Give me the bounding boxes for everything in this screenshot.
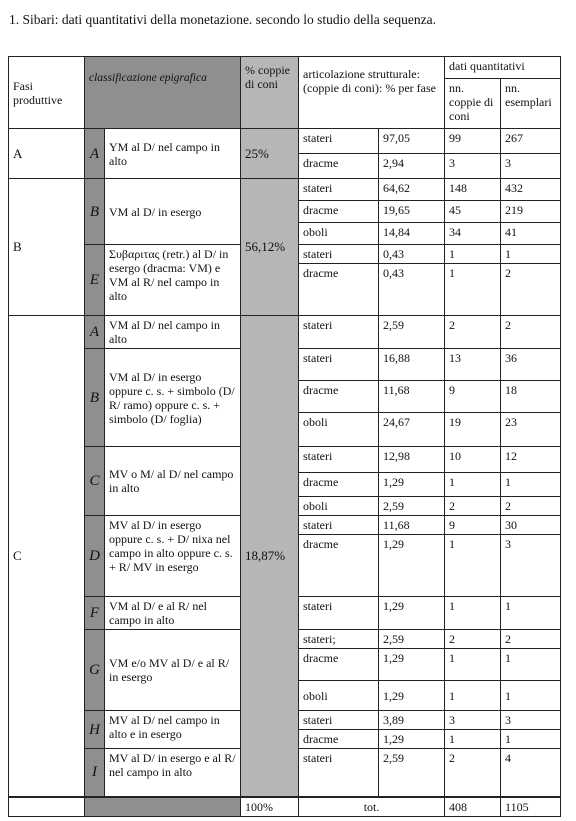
coppie-value: 1 [445, 681, 501, 711]
esemplari-value: 2 [501, 630, 561, 649]
group-letter: C [85, 447, 105, 516]
totals-coppie: 408 [445, 797, 501, 817]
coppie-value: 148 [445, 179, 501, 201]
denom: stateri [299, 711, 379, 730]
esemplari-value: 3 [501, 711, 561, 730]
coppie-value: 1 [445, 535, 501, 597]
header-articolazione: articolazione strutturale:(coppie di coni): % per fase [299, 57, 445, 129]
table-row [9, 129, 561, 154]
esemplari-value: 3 [501, 535, 561, 597]
pct-value: 16,88 [379, 349, 445, 381]
denom: stateri [299, 597, 379, 630]
coppie-value: 2 [445, 316, 501, 349]
pct-value: 0,43 [379, 245, 445, 264]
denom: stateri [299, 129, 379, 154]
denom: dracme [299, 473, 379, 497]
denom: oboli [299, 497, 379, 516]
pct-value: 2,59 [379, 749, 445, 797]
denom: dracme [299, 154, 379, 179]
esemplari-value: 18 [501, 381, 561, 413]
esemplari-value: 1 [501, 597, 561, 630]
phase-pct: 18,87% [241, 316, 299, 797]
coppie-value: 19 [445, 413, 501, 447]
pct-value: 19,65 [379, 201, 445, 223]
denom: stateri [299, 316, 379, 349]
coppie-value: 45 [445, 201, 501, 223]
coppie-value: 13 [445, 349, 501, 381]
group-desc: VM al D/ e al R/ nel campo in alto [105, 597, 241, 630]
phase-label: C [9, 316, 85, 797]
group-desc: VM al D/ in esergo oppure c. s. + simbolo (D/ R/ ramo) oppure c. s. + simbolo (D/ foglia) [105, 349, 241, 447]
group-letter: H [85, 711, 105, 749]
group-letter: I [85, 749, 105, 797]
coppie-value: 9 [445, 516, 501, 535]
header-nn-coppie: nn. coppie di coni [445, 79, 501, 129]
pct-value: 64,62 [379, 179, 445, 201]
denom: stateri [299, 179, 379, 201]
coppie-value: 99 [445, 129, 501, 154]
esemplari-value: 36 [501, 349, 561, 381]
pct-value: 2,94 [379, 154, 445, 179]
totals-pct: 100% [241, 797, 299, 817]
coppie-value: 1 [445, 473, 501, 497]
group-desc: VM al D/ nel campo in alto [105, 316, 241, 349]
denom: oboli [299, 223, 379, 245]
header-pct-coppie: % coppie di coni [241, 57, 299, 129]
denom: dracme [299, 535, 379, 597]
group-letter: A [85, 316, 105, 349]
coppie-value: 2 [445, 630, 501, 649]
pct-value: 14,84 [379, 223, 445, 245]
group-letter: A [85, 129, 105, 179]
denom: dracme [299, 730, 379, 749]
pct-value: 1,29 [379, 649, 445, 681]
denom: stateri [299, 447, 379, 473]
pct-value: 1,29 [379, 535, 445, 597]
group-letter: D [85, 516, 105, 597]
denom: stateri [299, 749, 379, 797]
denom: oboli [299, 681, 379, 711]
group-desc: VM al D/ in esergo [105, 179, 241, 245]
esemplari-value: 1 [501, 245, 561, 264]
phase-pct: 25% [241, 129, 299, 179]
denom: dracme [299, 649, 379, 681]
denom: stateri; [299, 630, 379, 649]
pct-value: 1,29 [379, 681, 445, 711]
denom: dracme [299, 201, 379, 223]
table-row [9, 179, 561, 201]
esemplari-value: 1 [501, 681, 561, 711]
header-row [9, 57, 561, 79]
group-desc: MV o M/ al D/ nel campo in alto [105, 447, 241, 516]
denom: oboli [299, 413, 379, 447]
group-letter: E [85, 245, 105, 316]
coppie-value: 3 [445, 154, 501, 179]
denom: dracme [299, 381, 379, 413]
pct-value: 12,98 [379, 447, 445, 473]
group-desc: Συβαριτας (retr.) al D/ in esergo (dracma: VM) e VM al R/ nel campo in alto [105, 245, 241, 316]
esemplari-value: 2 [501, 316, 561, 349]
pct-value: 2,59 [379, 497, 445, 516]
esemplari-value: 219 [501, 201, 561, 223]
pct-value: 24,67 [379, 413, 445, 447]
esemplari-value: 4 [501, 749, 561, 797]
pct-value: 1,29 [379, 730, 445, 749]
phase-label: A [9, 129, 85, 179]
coppie-value: 1 [445, 730, 501, 749]
group-desc: MV al D/ in esergo e al R/ nel campo in alto [105, 749, 241, 797]
pct-value: 2,59 [379, 316, 445, 349]
esemplari-value: 1 [501, 649, 561, 681]
header-dati: dati quantitativi [445, 57, 561, 79]
coppie-value: 1 [445, 597, 501, 630]
group-desc: VM e/o MV al D/ e al R/ in esergo [105, 630, 241, 711]
pct-value: 1,29 [379, 597, 445, 630]
coppie-value: 1 [445, 264, 501, 316]
table-row [9, 316, 561, 349]
denom: stateri [299, 349, 379, 381]
totals-esemplari: 1105 [501, 797, 561, 817]
group-desc: YM al D/ nel campo in alto [105, 129, 241, 179]
coppie-value: 1 [445, 245, 501, 264]
pct-value: 1,29 [379, 473, 445, 497]
data-table [8, 56, 561, 817]
header-nn-esemplari: nn. esemplari [501, 79, 561, 129]
pct-value: 0,43 [379, 264, 445, 316]
esemplari-value: 2 [501, 264, 561, 316]
phase-pct: 56,12% [241, 179, 299, 316]
pct-value: 3,89 [379, 711, 445, 730]
pct-value: 11,68 [379, 381, 445, 413]
denom: stateri [299, 516, 379, 535]
group-letter: G [85, 630, 105, 711]
phase-label: B [9, 179, 85, 316]
pct-value: 11,68 [379, 516, 445, 535]
page-title: 1. Sibari: dati quantitativi della monetazione. secondo lo studio della sequenza. [9, 12, 437, 27]
header-classificazione: classificazione epigrafica [85, 57, 241, 129]
esemplari-value: 1 [501, 730, 561, 749]
totals-empty [9, 797, 85, 817]
totals-shade [85, 797, 241, 817]
denom: dracme [299, 264, 379, 316]
pct-value: 2,59 [379, 630, 445, 649]
coppie-value: 3 [445, 711, 501, 730]
coppie-value: 34 [445, 223, 501, 245]
group-letter: B [85, 179, 105, 245]
denom: stateri [299, 245, 379, 264]
esemplari-value: 432 [501, 179, 561, 201]
group-desc: MV al D/ in esergo oppure c. s. + D/ nixa nel campo in alto oppure c. s. + R/ MV in esergo [105, 516, 241, 597]
pct-value: 97,05 [379, 129, 445, 154]
coppie-value: 2 [445, 749, 501, 797]
esemplari-value: 12 [501, 447, 561, 473]
coppie-value: 1 [445, 649, 501, 681]
totals-label: tot. [299, 797, 445, 817]
group-letter: F [85, 597, 105, 630]
coppie-value: 2 [445, 497, 501, 516]
esemplari-value: 3 [501, 154, 561, 179]
coppie-value: 9 [445, 381, 501, 413]
totals-row [9, 797, 561, 817]
group-desc: MV al D/ nel campo in alto e in esergo [105, 711, 241, 749]
esemplari-value: 267 [501, 129, 561, 154]
esemplari-value: 23 [501, 413, 561, 447]
esemplari-value: 1 [501, 473, 561, 497]
header-fasi: Fasi produttive [9, 57, 85, 129]
esemplari-value: 30 [501, 516, 561, 535]
coppie-value: 10 [445, 447, 501, 473]
esemplari-value: 2 [501, 497, 561, 516]
group-letter: B [85, 349, 105, 447]
esemplari-value: 41 [501, 223, 561, 245]
